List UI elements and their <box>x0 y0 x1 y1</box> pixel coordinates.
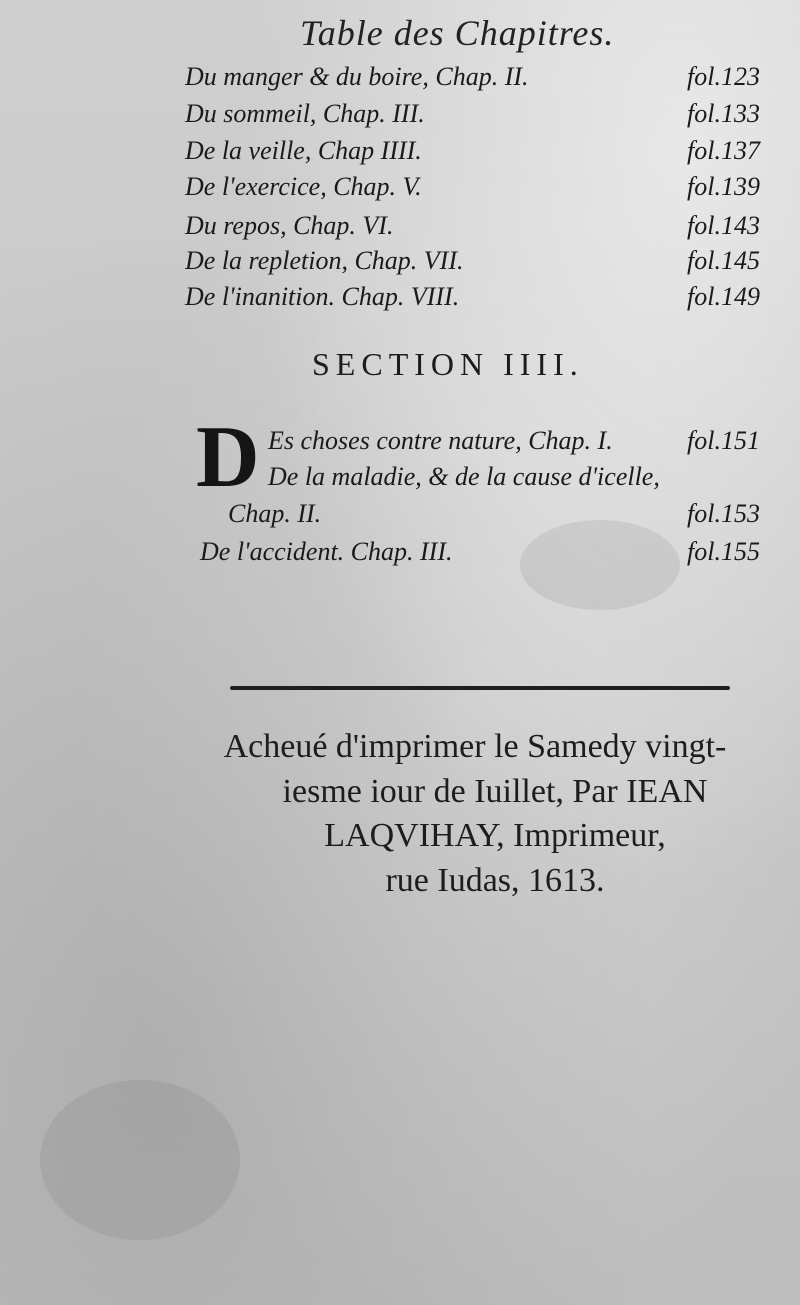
section-heading: SECTION IIII. <box>312 346 584 382</box>
toc-row <box>185 62 760 96</box>
toc-entry-folio: fol.133 <box>687 99 760 128</box>
toc-entry-title: De l'inanition. Chap. VIII. <box>185 282 460 311</box>
toc-entry-title: Chap. II. <box>228 499 322 528</box>
toc-entry-title: De la maladie, & de la cause d'icelle, <box>268 462 660 491</box>
colophon-line: rue Iudas, 1613. <box>385 862 605 899</box>
toc-entry-title: De l'exercice, Chap. V. <box>185 172 422 201</box>
running-title: Table des Chapitres. <box>300 13 615 53</box>
toc-entry-title: Du repos, Chap. VI. <box>185 211 394 240</box>
toc-row <box>185 99 760 133</box>
toc-entry-folio: fol.143 <box>687 211 760 240</box>
toc-entry-title: Du manger & du boire, Chap. II. <box>185 62 529 91</box>
colophon-line: iesme iour de Iuillet, Par IEAN <box>282 773 708 810</box>
toc-entry-folio: fol.139 <box>687 172 760 201</box>
toc-entry-folio: fol.149 <box>687 282 760 311</box>
toc-row <box>185 282 760 316</box>
drop-cap-initial: D <box>196 409 260 506</box>
toc-entry-folio: fol.153 <box>687 499 760 528</box>
toc-entry-folio: fol.151 <box>687 426 760 455</box>
toc-entry-title: De la repletion, Chap. VII. <box>185 246 464 275</box>
toc-entry-title: Es choses contre nature, Chap. I. <box>268 426 613 455</box>
toc-entry-title: De l'accident. Chap. III. <box>200 537 453 566</box>
toc-row <box>185 136 760 170</box>
colophon-line: LAQVIHAY, Imprimeur, <box>324 817 666 854</box>
toc-entry-folio: fol.145 <box>687 246 760 275</box>
toc-row <box>268 426 760 460</box>
toc-row <box>228 499 760 533</box>
divider-rule <box>230 686 730 690</box>
toc-entry-folio: fol.137 <box>687 136 760 165</box>
toc-entry-title: Du sommeil, Chap. III. <box>185 99 425 128</box>
toc-entry-title: De la veille, Chap IIII. <box>185 136 422 165</box>
toc-row <box>200 537 760 571</box>
paper-stain <box>40 1080 240 1240</box>
colophon-line: Acheué d'imprimer le Samedy vingt- <box>223 728 727 765</box>
toc-row <box>185 172 760 206</box>
toc-entry-folio: fol.155 <box>687 537 760 566</box>
toc-row <box>185 246 760 280</box>
toc-entry-folio: fol.123 <box>687 62 760 91</box>
toc-row <box>185 211 760 245</box>
toc-row <box>268 462 760 496</box>
